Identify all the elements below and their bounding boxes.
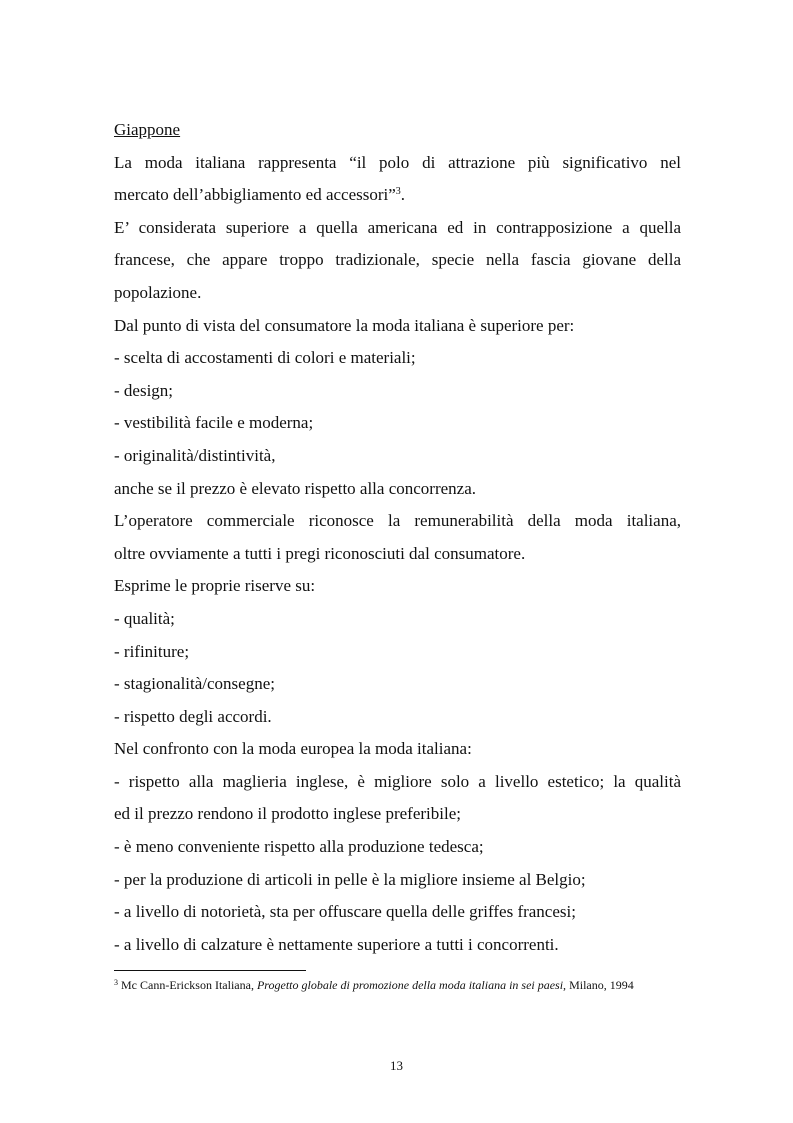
footnote-author: Mc Cann-Erickson Italiana, bbox=[118, 978, 257, 992]
paragraph-line: La moda italiana rappresenta “il polo di attrazione più significativo nel bbox=[114, 152, 681, 172]
paragraph-line: Dal punto di vista del consumatore la moda italiana è superiore per: bbox=[114, 315, 575, 335]
list-item: - per la produzione di articoli in pelle è la migliore insieme al Belgio; bbox=[114, 869, 586, 889]
footnote-reference: 3 bbox=[395, 186, 401, 198]
paragraph-line: E’ considerata superiore a quella americana ed in contrapposizione a quella bbox=[114, 217, 681, 237]
paragraph-line: L’operatore commerciale riconosce la remunerabilità della moda italiana, bbox=[114, 511, 681, 531]
list-item: - stagionalità/consegne; bbox=[114, 674, 275, 694]
paragraph-line bbox=[114, 179, 681, 212]
list-item: - design; bbox=[114, 380, 174, 400]
paragraph-line: oltre ovviamente a tutti i pregi riconosciuti dal consumatore. bbox=[114, 543, 526, 563]
list-item: - scelta di accostamenti di colori e materiali; bbox=[114, 348, 416, 368]
list-item: - qualità; bbox=[114, 608, 175, 628]
list-item: - rifiniture; bbox=[114, 641, 190, 661]
paragraph-line: Nel confronto con la moda europea la moda italiana: bbox=[114, 739, 472, 759]
paragraph-line: Esprime le proprie riserve su: bbox=[114, 576, 316, 596]
section-heading: Giappone bbox=[114, 120, 181, 139]
list-item-continuation: ed il prezzo rendono il prodotto inglese preferibile; bbox=[114, 804, 461, 824]
footnote bbox=[114, 978, 681, 993]
list-item: - vestibilità facile e moderna; bbox=[114, 413, 314, 433]
list-item: - a livello di calzature è nettamente superiore a tutti i concorrenti. bbox=[114, 934, 559, 954]
list-item: - rispetto alla maglieria inglese, è migliore solo a livello estetico; la qualità bbox=[114, 771, 681, 791]
footnote-divider bbox=[114, 970, 306, 971]
list-item: - originalità/distintività, bbox=[114, 445, 276, 465]
footnote-title: Progetto globale di promozione della moda italiana in sei paesi, bbox=[256, 978, 567, 992]
paragraph-line: popolazione. bbox=[114, 282, 202, 302]
paragraph-text: . bbox=[400, 185, 406, 205]
list-item: - rispetto degli accordi. bbox=[114, 706, 272, 726]
footnote-place-year: Milano, 1994 bbox=[566, 978, 634, 992]
paragraph-line: anche se il prezzo è elevato rispetto alla concorrenza. bbox=[114, 478, 476, 498]
paragraph-text: mercato dell’abbigliamento ed accessori” bbox=[114, 185, 396, 205]
paragraph-line: francese, che appare troppo tradizionale, specie nella fascia giovane della bbox=[114, 250, 681, 270]
footnote-number: 3 bbox=[114, 978, 118, 987]
body-text bbox=[114, 114, 681, 961]
list-item: - a livello di notorietà, sta per offuscare quella delle griffes francesi; bbox=[114, 902, 576, 922]
list-item: - è meno conveniente rispetto alla produzione tedesca; bbox=[114, 837, 484, 857]
page-number: 13 bbox=[390, 1058, 403, 1073]
